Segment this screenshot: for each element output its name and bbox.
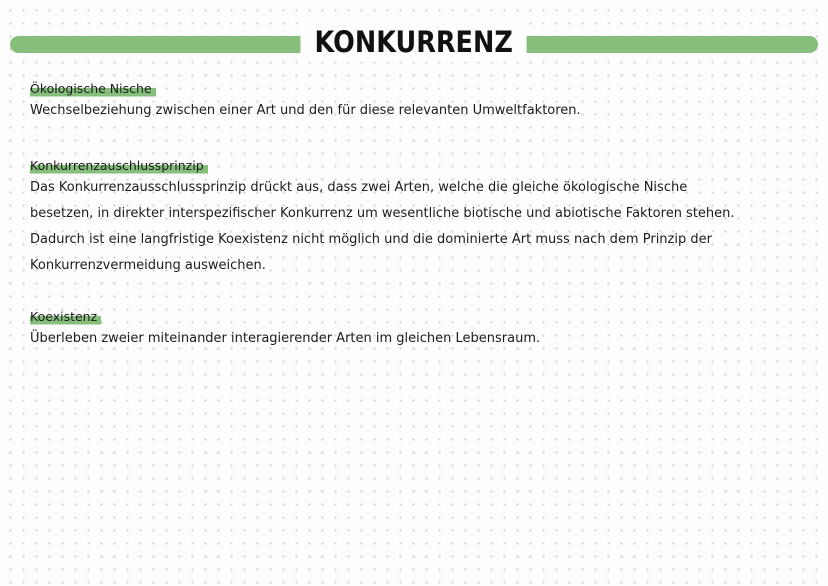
- section-body: [30, 98, 810, 124]
- section-heading: Ökologische Nische: [30, 80, 156, 98]
- section-body: [30, 326, 810, 352]
- section-body: [30, 175, 810, 279]
- section-oekologische-nische: [30, 78, 810, 124]
- text-line: Überleben zweier miteinander interagierender Arten im gleichen Lebensraum.: [30, 331, 541, 346]
- text-line: Konkurrenzvermeidung ausweichen.: [30, 258, 266, 273]
- section-konkurrenzausschlussprinzip: [30, 155, 810, 279]
- text-line: Dadurch ist eine langfristige Koexistenz nicht möglich und die dominierte Art muss nach dem Prinzip der: [30, 232, 712, 247]
- page-title: KONKURRENZ: [301, 22, 527, 62]
- section-koexistenz: [30, 306, 810, 352]
- section-heading: Konkurrenzauschlussprinzip: [30, 157, 208, 175]
- text-line: besetzen, in direkter interspezifischer Konkurrenz um wesentliche biotische und abiotische Faktoren stehen.: [30, 206, 735, 221]
- section-heading: Koexistenz: [30, 308, 101, 326]
- text-line: Wechselbeziehung zwischen einer Art und den für diese relevanten Umweltfaktoren.: [30, 103, 581, 118]
- text-line: Das Konkurrenzausschlussprinzip drückt aus, dass zwei Arten, welche die gleiche ökologische Nische: [30, 180, 688, 195]
- title-wrap: [0, 22, 828, 62]
